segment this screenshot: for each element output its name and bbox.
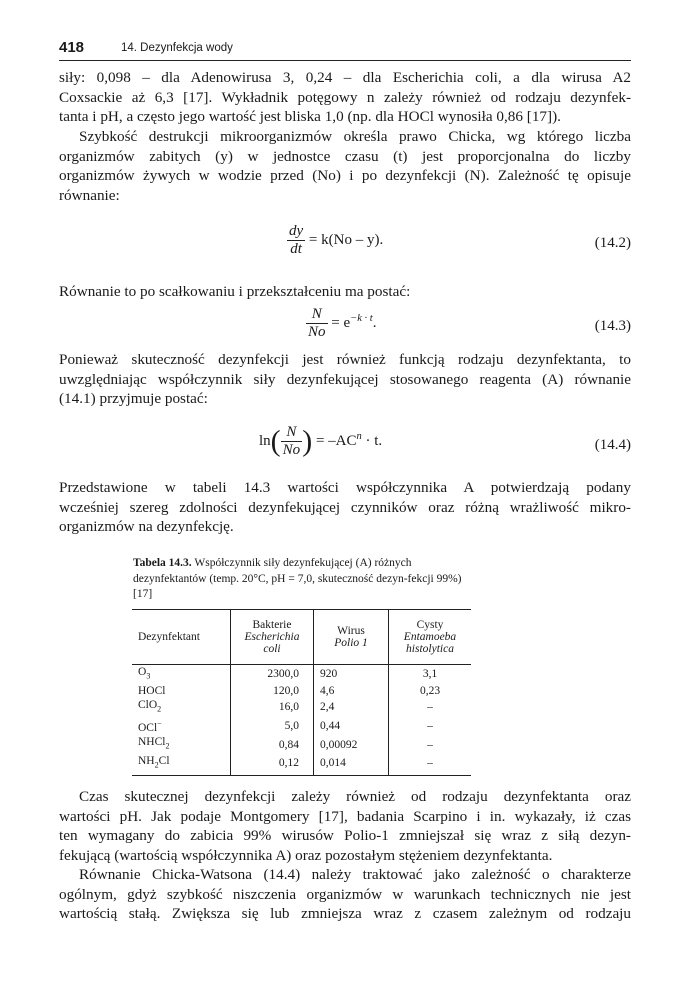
paragraph-2	[59, 127, 631, 205]
paragraph-1	[59, 68, 631, 127]
cell-disinfectant: ClO$_2$	[138, 699, 162, 714]
equation-rhs: = –AC	[315, 432, 357, 449]
cell-cysts: –	[389, 754, 472, 775]
log-function: ln	[259, 432, 271, 449]
cell-virus: 0,44	[314, 717, 389, 735]
cell-disinfectant: NHCl$_2$	[138, 736, 170, 751]
text-line: Przedstawione w tabeli 14.3 wartości współczynnika A potwierdzają podany	[59, 479, 631, 496]
cell-cysts: 3,1	[389, 665, 472, 684]
text-line: równanie:	[59, 186, 120, 204]
cell-virus: 4,6	[314, 684, 389, 699]
table-row	[132, 665, 471, 684]
text-line: Ponieważ skuteczność dezynfekcji jest również funkcją rodzaju dezynfektanta, to	[59, 351, 631, 368]
fraction-numerator: N	[306, 306, 328, 324]
paragraph-3	[59, 282, 631, 302]
cell-bacteria: 16,0	[231, 698, 314, 717]
data-table	[132, 609, 471, 776]
equation-14-3	[306, 306, 376, 341]
table-row	[132, 698, 471, 717]
equation-rhs: = e	[331, 314, 351, 331]
cell-bacteria: 0,12	[231, 754, 314, 775]
equation-number: (14.2)	[594, 235, 631, 251]
cell-disinfectant: $NH_2Cl$	[132, 754, 231, 775]
cell-cysts: 0,23	[389, 684, 472, 699]
cell-virus: 0,014	[314, 754, 389, 775]
text-line: ogólnym, gdyż szybkość niszczenia organizmów w warunkach technicznych nie jest	[59, 885, 631, 903]
paragraph-5	[59, 478, 631, 537]
cell-cysts: –	[389, 698, 472, 717]
equation-rhs: = k(No – y).	[308, 231, 384, 248]
text-line: (14.1) przyjmuje postać:	[59, 390, 208, 407]
fraction	[287, 223, 305, 258]
caption-label: Tabela 14.3.	[133, 557, 192, 569]
header-line: Escherichia	[244, 631, 300, 643]
chapter-title: 14. Dezynfekcja wody	[121, 42, 233, 54]
text-line: Równanie Chicka-Watsona (14.4) należy traktować jako zależność o charakterze	[79, 866, 631, 883]
header-line: Cysty	[416, 619, 444, 631]
equation-number: (14.4)	[594, 437, 631, 453]
header-line: Entamoeba	[403, 631, 457, 643]
equation-exponent: n	[356, 430, 362, 442]
caption-text: Współczynnik siły dezynfekującej (A) różnych dezynfektantów (temp. 20°C, pH = 7,0, skuteczność dezyn-fekcji 99%) [17]	[133, 557, 462, 600]
cell-disinfectant: OCl−	[138, 719, 162, 734]
header-line: Polio 1	[334, 637, 368, 649]
text-line: Szybkość destrukcji mikroorganizmów określa prawo Chicka, wg którego liczba	[79, 128, 631, 145]
header-disinfectant: Dezynfektant	[132, 610, 231, 665]
right-paren: )	[302, 424, 313, 458]
cell-cysts: –	[389, 735, 472, 754]
paragraph-6	[59, 787, 631, 865]
text-line: Czas skutecznej dezynfekcji zależy również od rodzaju dezynfektanta oraz	[79, 788, 631, 805]
equation-14-4	[259, 424, 382, 459]
page-number: 418	[59, 39, 85, 56]
text-line: organizmów zabitych (y) w jednostce czasu (t) jest proporcjonalna do liczby	[59, 147, 631, 165]
text-line: ten wymagany do zabicia 99% wirusów Polio-1 zmniejszał się wraz z siłą dezyn-	[59, 827, 631, 844]
header-line: Wirus	[337, 625, 365, 637]
text-line: uwzględniając współczynnik siły dezynfekującej stosowanego reagenta (A) równanie	[59, 370, 631, 388]
equation-exponent: −k · t	[350, 312, 373, 324]
equation-number: (14.3)	[594, 318, 631, 334]
text-line: wartości pH. Jak podaje Montgomery [17], badania Scarpino i in. wykazały, iż czas	[59, 807, 631, 825]
cell-virus: 920	[314, 665, 389, 684]
page-header	[59, 38, 631, 61]
paragraph-7	[59, 865, 631, 924]
header-line: histolytica	[406, 643, 454, 655]
equation-tail: · t.	[365, 432, 383, 449]
cell-virus: 0,00092	[314, 735, 389, 754]
text-line: wcześniej szereg zdolności dezynfekującej czynników oraz różną wrażliwość mikro-	[59, 498, 631, 516]
cell-virus: 2,4	[314, 698, 389, 717]
text-line: siły: 0,098 – dla Adenowirusa 3, 0,24 – dla Escherichia coli, a dla wirusa A2	[59, 69, 631, 86]
equation-tail: .	[372, 314, 377, 331]
cell-bacteria: 120,0	[231, 684, 314, 699]
equation-14-2	[287, 223, 383, 258]
table-row	[132, 717, 471, 735]
cell-cysts: –	[389, 717, 472, 735]
table-header-row	[132, 610, 471, 665]
cell-bacteria: 2300,0	[231, 665, 314, 684]
text-line: Coxsackie aż 6,3 [17]. Wykładnik potęgowy n zależy również od rodzaju dezynfek-	[59, 88, 631, 106]
fraction	[281, 424, 303, 459]
fraction-numerator: dy	[289, 223, 304, 239]
header-bacteria	[231, 610, 314, 665]
cell-disinfectant: HOCl	[138, 684, 166, 697]
fraction	[306, 306, 328, 341]
text-line: organizmów na dezynfekcję.	[59, 518, 234, 535]
fraction-denominator: dt	[290, 241, 302, 257]
table-row	[132, 754, 471, 775]
table-row	[132, 684, 471, 699]
left-paren: (	[270, 424, 281, 458]
text-line: Równanie to po scałkowaniu i przekształceniu ma postać:	[59, 283, 411, 300]
fraction-denominator: No	[308, 324, 326, 340]
text-line: organizmów żywych w wodzie przed (No) i po dezynfekcji (N). Zależność tę opisuje	[59, 167, 631, 184]
cell-bacteria: 0,84	[231, 735, 314, 754]
text-line: tanta i pH, a często jego wartość jest bliska 1,0 (np. dla HOCl wynosiła 0,86 [17]).	[59, 108, 561, 125]
paragraph-4	[59, 350, 631, 409]
text-line: wartością stałą. Zwiększa się lub zmniejsza wraz z czasem zależnym od rodzaju	[59, 905, 631, 922]
header-line: Bakterie	[252, 619, 292, 631]
fraction-numerator: N	[281, 424, 303, 442]
cell-bacteria: 5,0	[231, 717, 314, 735]
cell-disinfectant: $O_3$	[138, 666, 151, 681]
fraction-denominator: No	[282, 442, 301, 458]
header-virus	[314, 610, 389, 665]
header-line: coli	[263, 643, 281, 655]
header-cysts	[389, 610, 472, 665]
table-row	[132, 735, 471, 754]
table-caption	[133, 556, 473, 603]
text-line: fekującą (wartością współczynnika A) oraz pozostałym stężeniem dezynfektanta.	[59, 846, 553, 864]
